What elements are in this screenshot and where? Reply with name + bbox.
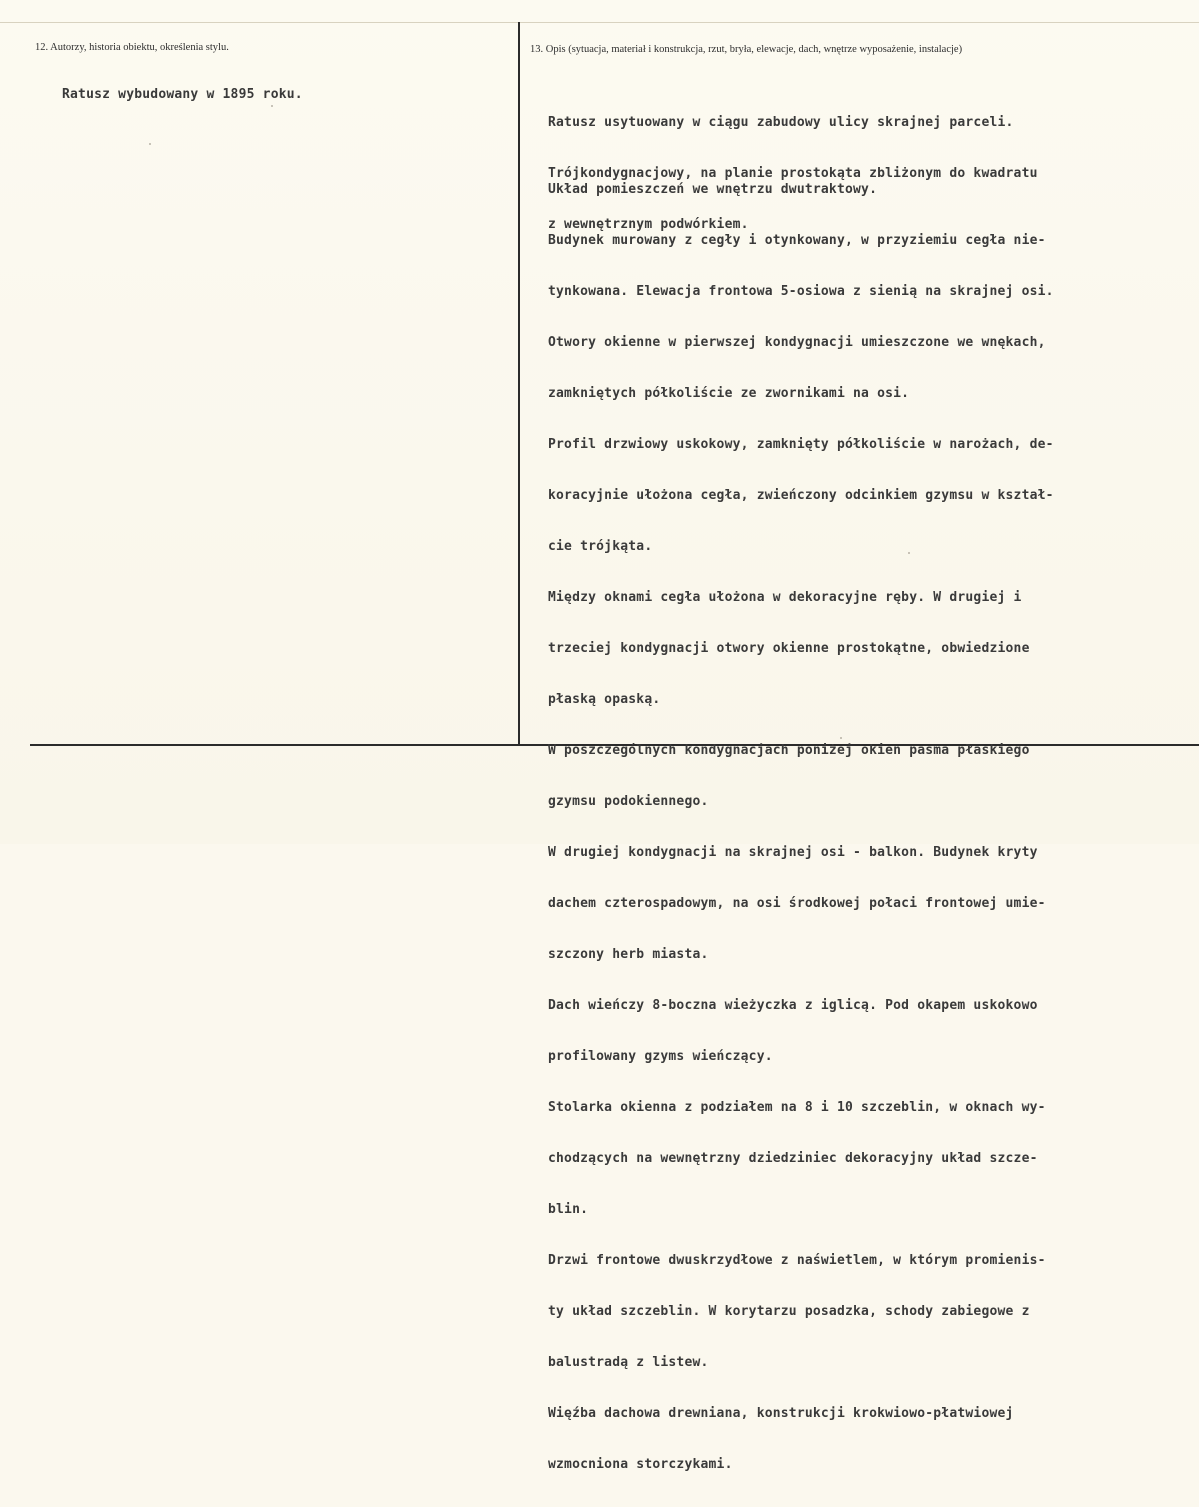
description-line: ty układ szczeblin. W korytarzu posadzka, schody zabiegowe z: [548, 1304, 1030, 1319]
description-line: cie trójkąta.: [548, 539, 653, 554]
section-12-label: 12. Autorzy, historia obiektu, określenia stylu.: [35, 42, 229, 53]
paper-speck: [908, 552, 910, 554]
description-line: Między oknami cegła ułożona w dekoracyjne ręby. W drugiej i: [548, 590, 1022, 605]
description-line: Układ pomieszczeń we wnętrzu dwutraktowy.: [548, 182, 878, 197]
description-line: W drugiej kondygnacji na skrajnej osi - balkon. Budynek kryty: [548, 845, 1038, 860]
description-line: tynkowana. Elewacja frontowa 5-osiowa z sienią na skrajnej osi.: [548, 284, 1054, 299]
description-line: W poszczególnych kondygnacjach poniżej okien pasma płaskiego: [548, 743, 1030, 758]
description-line: Profil drzwiowy uskokowy, zamknięty półkoliście w narożach, de-: [548, 437, 1054, 452]
description-paragraph-2: [548, 147, 1054, 1507]
column-divider: [518, 22, 520, 744]
description-line: zamkniętych półkoliście ze zwornikami na osi.: [548, 386, 910, 401]
history-text: Ratusz wybudowany w 1895 roku.: [62, 87, 303, 102]
description-line: Więźba dachowa drewniana, konstrukcji krokwiowo-płatwiowej: [548, 1406, 1014, 1421]
paper-speck: [840, 737, 842, 739]
section-13-label: 13. Opis (sytuacja, materiał i konstrukcja, rzut, bryła, elewacje, dach, wnętrze wyposażenie, instalacje): [530, 44, 963, 55]
description-line: trzeciej kondygnacji otwory okienne prostokątne, obwiedzione: [548, 641, 1030, 656]
description-line: koracyjnie ułożona cegła, zwieńczony odcinkiem gzymsu w kształ-: [548, 488, 1054, 503]
description-line: blin.: [548, 1202, 589, 1217]
description-line: dachem czterospadowym, na osi środkowej połaci frontowej umie-: [548, 896, 1046, 911]
description-line: Drzwi frontowe dwuskrzydłowe z naświetlem, w którym promienis-: [548, 1253, 1046, 1268]
description-line: płaską opaską.: [548, 692, 661, 707]
description-line: Budynek murowany z cegły i otynkowany, w przyziemiu cegła nie-: [548, 233, 1046, 248]
paper-speck: [149, 143, 151, 145]
description-line: Ratusz usytuowany w ciągu zabudowy ulicy skrajnej parceli.: [548, 115, 1014, 130]
description-line: szczony herb miasta.: [548, 947, 709, 962]
description-line: wzmocniona storczykami.: [548, 1457, 733, 1472]
description-line: gzymsu podokiennego.: [548, 794, 709, 809]
description-line: Otwory okienne w pierwszej kondygnacji umieszczone we wnękach,: [548, 335, 1046, 350]
description-line: chodzących na wewnętrzny dziedziniec dekoracyjny układ szcze-: [548, 1151, 1038, 1166]
top-rule: [0, 22, 1199, 23]
paper-speck: [271, 105, 273, 107]
description-line: Dach wieńczy 8-boczna wieżyczka z iglicą. Pod okapem uskokowo: [548, 998, 1038, 1013]
description-line: z wewnętrznym podwórkiem.: [548, 217, 749, 232]
description-line: profilowany gzyms wieńczący.: [548, 1049, 773, 1064]
description-line: Stolarka okienna z podziałem na 8 i 10 szczeblin, w oknach wy-: [548, 1100, 1046, 1115]
description-line: balustradą z listew.: [548, 1355, 709, 1370]
description-line: Trójkondygnacjowy, na planie prostokąta zbliżonym do kwadratu: [548, 166, 1038, 181]
